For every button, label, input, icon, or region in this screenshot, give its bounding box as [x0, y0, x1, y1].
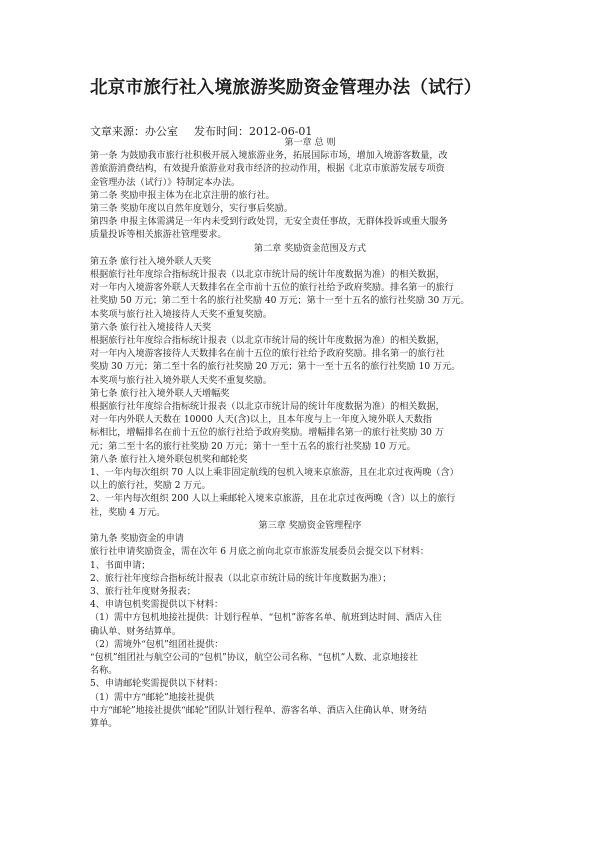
body-line: 第八条 旅行社入境外联包机奖和邮轮奖 — [90, 454, 248, 465]
chapter-heading: 第一章 总 则 — [284, 138, 336, 148]
body-line: 3、旅行社年度财务报表； — [90, 586, 196, 597]
body-line: 确认单、财务结算单。 — [90, 626, 181, 637]
body-line: 5、申请邮轮奖需提供以下材料： — [90, 679, 224, 690]
body-line: 2、旅行社年度综合指标统计报表（以北京市统计局的统计年度数据为准）； — [90, 573, 392, 584]
body-line: 以上的旅行社，奖励 2 万元。 — [90, 481, 211, 492]
body-line: 1、一年内每次组织 70 人以上乘非固定航线的包机入境来京旅游，且在北京过夜两晚（含） — [90, 468, 459, 479]
body-line: 社奖励 50 万元；第二至十名的旅行社奖励 40 万元；第十一至十五名的旅行社奖励 30 万元。 — [90, 296, 470, 307]
body-line: 第四条 申报主体需满足一年内未受到行政处罚，无安全责任事故，无群体投诉或重大服务 — [90, 217, 448, 228]
publish-date: 发布时间：2012-06-01 — [194, 125, 313, 138]
body-line: （1）需中方“邮轮”地接社提供 — [90, 692, 215, 703]
document-body — [90, 137, 530, 731]
body-line: 善旅游消费结构，有效提升旅游业对我市经济的拉动作用，根据《北京市旅游发展专项资 — [90, 164, 445, 175]
body-line: 第一条 为鼓励我市旅行社积极开展入境旅游业务，拓展国际市场，增加入境游客数量，改 — [90, 151, 448, 162]
document-title: 北京市旅行社入境旅游奖励资金管理办法（试行） — [90, 78, 482, 98]
chapter-heading: 第三章 奖励资金管理程序 — [258, 520, 362, 531]
body-line: 对一年内入境游客接待人天数排名在前十五位的旅行社给予政府奖励。排名第一的旅行社 — [90, 349, 445, 360]
body-line: 奖励 30 万元；第二至十名的旅行社奖励 20 万元；第十一至十五名的旅行社奖励 10 万元。 — [90, 362, 461, 373]
body-line: 1、书面申请； — [90, 560, 151, 571]
body-line: 本奖项与旅行社入境外联人天奖不重复奖励。 — [90, 375, 272, 386]
body-line: 第五条 旅行社入境外联人天奖 — [90, 256, 212, 267]
body-line: 对一年内外联人天数在 10000 人天(含)以上，且本年度与上一年度入境外联人天数指 — [90, 415, 432, 426]
body-line: “包机”组团社与航空公司的“包机”协议，航空公司名称、“包机”人数、北京地接社 — [90, 652, 418, 663]
body-line: 中方“邮轮”地接社提供“邮轮”团队计划行程单、游客名单、酒店入住确认单、财务结 — [90, 705, 427, 716]
body-line: 第九条 奖励资金的申请 — [90, 534, 184, 545]
body-line: 名称。 — [90, 666, 118, 677]
body-line: 旅行社申请奖励资金，需在次年 6 月底之前向北京市旅游发展委员会提交以下材料： — [90, 547, 429, 558]
article-source: 文章来源：办公室 — [90, 125, 178, 138]
body-line: 社，奖励 4 万元。 — [90, 507, 166, 518]
body-line: 根据旅行社年度综合指标统计报表（以北京市统计局的统计年度数据为准）的相关数据， — [90, 270, 445, 281]
body-line: （1）需中方包机地接社提供：计划行程单、“包机”游客名单、航班到达时间、酒店入住 — [90, 613, 442, 624]
body-line: 标相比，增幅排名在前十五位的旅行社给予政府奖励。增幅排名第一的旅行社奖励 30 万 — [90, 428, 444, 439]
body-line: 根据旅行社年度综合指标统计报表（以北京市统计局的统计年度数据为准）的相关数据， — [90, 402, 445, 413]
body-line: 4、申请包机奖需提供以下材料： — [90, 600, 224, 611]
body-line: 元；第二至十名的旅行社奖励 20 万元；第十一至十五名的旅行社奖励 10 万元。 — [90, 441, 416, 452]
body-line: 本奖项与旅行社入境接待人天奖不重复奖励。 — [90, 309, 272, 320]
chapter-heading: 第二章 奖励资金范围及方式 — [253, 243, 367, 254]
body-line: 质量投诉等相关旅游社管理要求。 — [90, 230, 227, 241]
body-line: 第六条 旅行社入境接待人天奖 — [90, 322, 212, 333]
body-line: 金管理办法（试行）》特制定本办法。 — [90, 177, 241, 188]
body-line: 算单。 — [90, 718, 118, 729]
body-line: 根据旅行社年度综合指标统计报表（以北京市统计局的统计年度数据为准）的相关数据， — [90, 336, 445, 347]
body-line: 第二条 奖励申报主体为在北京注册的旅行社。 — [90, 190, 275, 201]
body-line: 第七条 旅行社入境外联人天增幅奖 — [90, 388, 230, 399]
body-line: 第三条 奖励年度以自然年度划分，实行事后奖励。 — [90, 204, 293, 215]
body-line: 对一年内入境游客外联人天数排名在全市前十五位的旅行社给予政府奖励。排名第一的旅行 — [90, 283, 454, 294]
body-line: （2）需境外“包机”组团社提供： — [90, 639, 224, 650]
body-line: 2、一年内每次组织 200 人以上乘邮轮入境来京旅游，且在北京过夜两晚（含）以上的旅行 — [90, 494, 456, 505]
